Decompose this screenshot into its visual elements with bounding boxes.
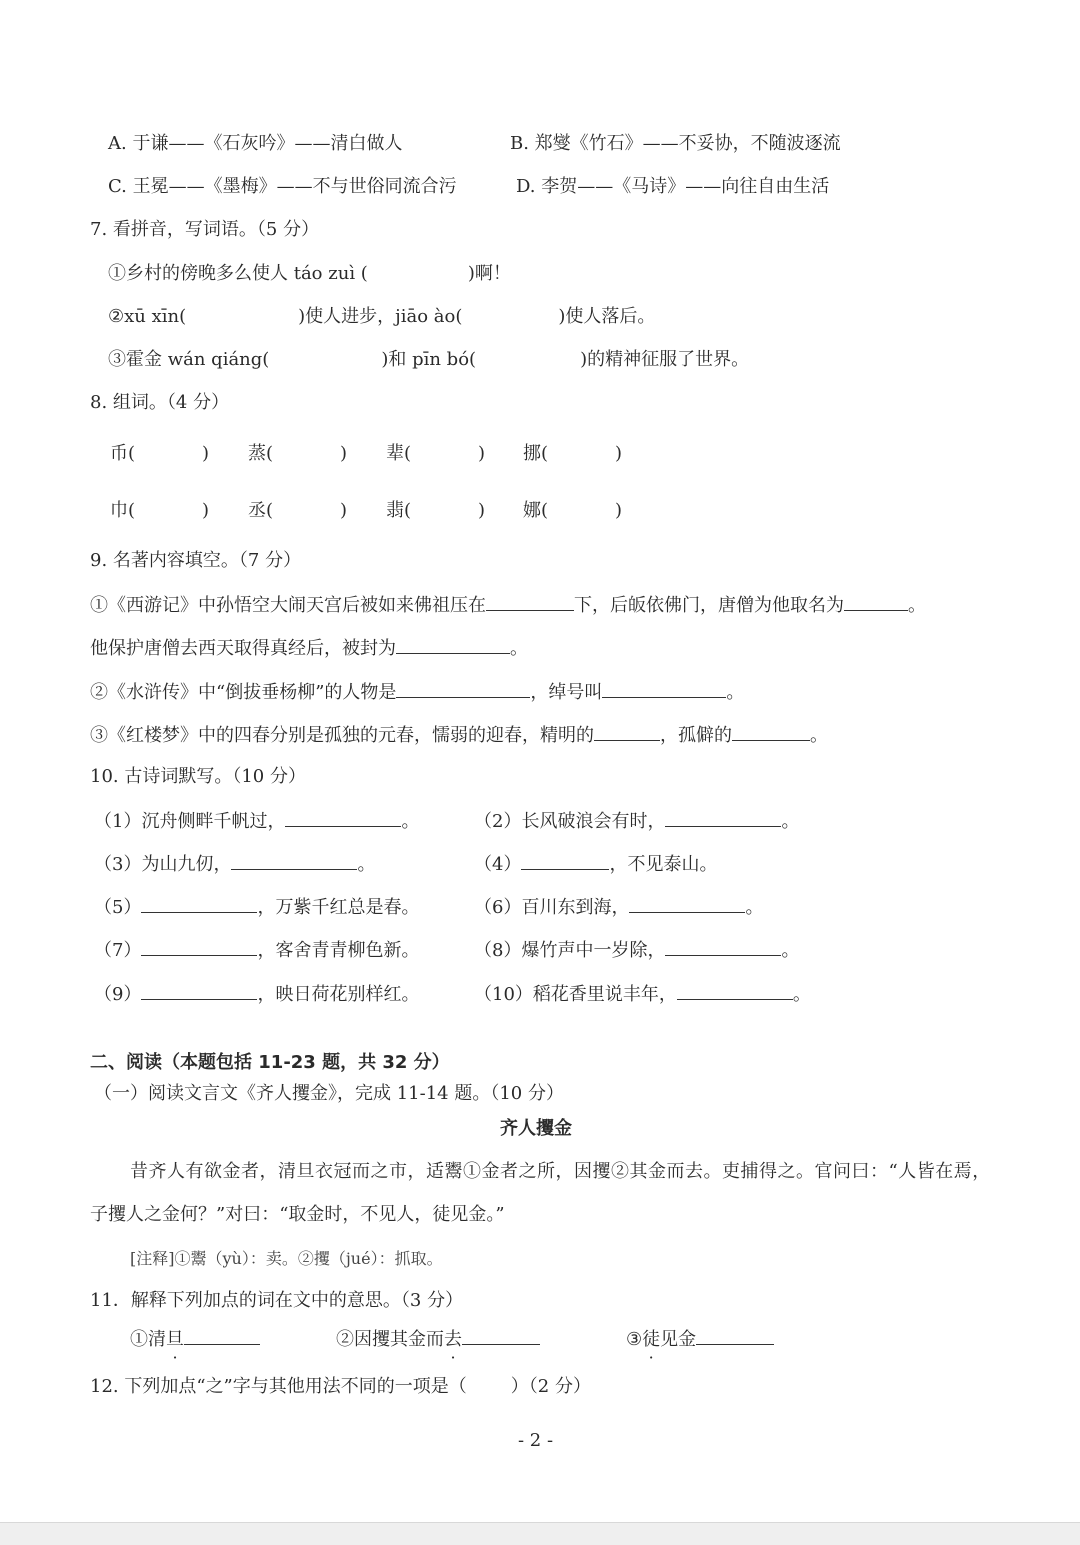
q10-i6-text: （6）百川东到海， <box>474 897 630 918</box>
q10-item-9 <box>94 981 419 1007</box>
passage-note: [注释]①鬻（yù）：卖。②攫（jué）：抓取。 <box>130 1249 443 1268</box>
q7-s2-text-a: ②xū xīn( <box>108 306 187 327</box>
q10-item-5 <box>94 894 419 920</box>
q11-item-b <box>336 1326 540 1352</box>
q11-item-c <box>626 1326 774 1352</box>
q7-s2-text-c: )使人落后。 <box>558 306 656 327</box>
q8-close: ) <box>478 443 486 464</box>
q8-close: ) <box>478 500 486 521</box>
q9-l1-text-a: ①《西游记》中孙悟空大闹天宫后被如来佛祖压在 <box>90 595 486 616</box>
q10-item-10 <box>474 981 811 1007</box>
q11-title: 11．解释下列加点的词在文中的意思。（3 分） <box>90 1290 464 1311</box>
q10-blank-9[interactable] <box>141 981 257 1000</box>
q8-item-8: 娜( <box>523 500 549 521</box>
q7-sentence-1 <box>108 262 511 286</box>
q10-blank-6[interactable] <box>629 894 745 913</box>
q10-end: 。 <box>357 854 376 875</box>
q9-l2-text-a: 他保护唐僧去西天取得真经后，被封为 <box>90 638 396 659</box>
q10-item-8 <box>474 937 799 963</box>
q6-option-a: A. 于谦——《石灰吟》——清白做人 <box>108 133 403 154</box>
q8-item-7: 翡( <box>386 500 412 521</box>
q10-i9-text-a: （9） <box>94 984 142 1005</box>
q9-blank-3[interactable] <box>396 635 510 654</box>
q10-end: 。 <box>792 984 811 1005</box>
q7-s1-text-b: )啊！ <box>467 263 511 284</box>
q10-i5-text-b: ，万紫千红总是春。 <box>257 897 420 918</box>
q8-item-5: 巾( <box>110 500 136 521</box>
q10-end: 。 <box>781 940 800 961</box>
q10-i3-text: （3）为山九仞， <box>94 854 232 875</box>
q7-s3-text-a: ③霍金 wán qiáng( <box>108 349 270 370</box>
q10-i8-text: （8）爆竹声中一岁除， <box>474 940 666 961</box>
q10-blank-1[interactable] <box>285 808 401 827</box>
q10-i5-text-a: （5） <box>94 897 142 918</box>
q10-i10-text: （10）稻花香里说丰年， <box>474 984 677 1005</box>
section-2-title: 二、阅读（本题包括 11-23 题，共 32 分） <box>90 1052 450 1073</box>
q11-blank-c[interactable] <box>696 1326 774 1345</box>
page-number: - 2 - <box>518 1430 554 1451</box>
q10-blank-7[interactable] <box>141 937 257 956</box>
q9-blank-4[interactable] <box>396 679 530 698</box>
q10-blank-8[interactable] <box>665 937 781 956</box>
section-2-subtitle: （一）阅读文言文《齐人攫金》，完成 11-14 题。（10 分） <box>94 1083 564 1104</box>
q11-a-dotted-char: 旦 <box>166 1329 184 1350</box>
q9-l4-text-c: 。 <box>810 725 828 746</box>
q11-blank-b[interactable] <box>462 1326 540 1345</box>
q9-blank-6[interactable] <box>594 722 660 741</box>
q9-l3-text-c: 。 <box>726 682 745 703</box>
q7-sentence-2 <box>108 305 655 329</box>
q10-item-1 <box>94 808 419 834</box>
q9-line-3 <box>90 679 744 705</box>
q12-line <box>90 1375 591 1399</box>
q11-blank-a[interactable] <box>184 1326 260 1345</box>
q9-line-4 <box>90 722 828 748</box>
q10-blank-4[interactable] <box>521 851 609 870</box>
q7-s1-text-a: ①乡村的傍晚多么使人 táo zuì ( <box>108 263 368 284</box>
q7-title: 7. 看拼音，写词语。（5 分） <box>90 219 320 240</box>
q10-item-3 <box>94 851 375 877</box>
q9-l2-text-b: 。 <box>510 638 528 659</box>
q7-s2-text-b: )使人进步，jiāo ào( <box>298 306 463 327</box>
q8-item-3: 辈( <box>386 443 412 464</box>
q10-item-4 <box>474 851 717 877</box>
q10-i2-text: （2）长风破浪会有时， <box>474 811 666 832</box>
q10-i4-text-b: ，不见泰山。 <box>609 854 718 875</box>
q8-item-1: 币( <box>110 443 136 464</box>
q7-s3-text-c: )的精神征服了世界。 <box>580 349 750 370</box>
q11-b-dotted-char: 去 <box>444 1329 462 1350</box>
q9-l3-text-b: ，绰号叫 <box>530 682 603 703</box>
q10-end: 。 <box>781 811 800 832</box>
q10-i1-text: （1）沉舟侧畔千帆过， <box>94 811 286 832</box>
q6-option-b: B. 郑燮《竹石》——不妥协，不随波逐流 <box>510 133 841 154</box>
q9-line-2 <box>90 635 528 661</box>
q9-line-1 <box>90 592 926 618</box>
passage-line-1: 昔齐人有欲金者，清旦衣冠而之市，适鬻①金者之所，因攫②其金而去。吏捕得之。官问曰：“人皆在焉， <box>130 1161 991 1182</box>
q10-i9-text-b: ，映日荷花别样红。 <box>257 984 420 1005</box>
q9-blank-2[interactable] <box>844 592 908 611</box>
q8-close: ) <box>202 443 210 464</box>
q9-blank-1[interactable] <box>486 592 574 611</box>
q8-close: ) <box>202 500 210 521</box>
q9-l1-text-b: 下，后皈依佛门，唐僧为他取名为 <box>574 595 844 616</box>
q12-tail: ）（2 分） <box>510 1376 591 1397</box>
q8-item-2: 蒸( <box>248 443 274 464</box>
q7-sentence-3 <box>108 348 749 372</box>
q9-blank-5[interactable] <box>602 679 726 698</box>
q8-item-4: 挪( <box>523 443 549 464</box>
passage-line-2: 子攫人之金何？”对曰：“取金时，不见人，徒见金。” <box>90 1204 505 1225</box>
q8-close: ) <box>340 500 348 521</box>
q7-s3-text-b: )和 pīn bó( <box>381 349 477 370</box>
q10-i7-text-b: ，客舍青青柳色新。 <box>257 940 420 961</box>
page-bottom-edge <box>0 1522 1080 1545</box>
passage-title: 齐人攫金 <box>500 1118 572 1139</box>
q10-item-7 <box>94 937 419 963</box>
q11-c-suffix: 见金 <box>660 1329 697 1350</box>
q8-close: ) <box>615 443 623 464</box>
q11-b-prefix: ②因攫其金而 <box>336 1329 444 1350</box>
q10-title: 10. 古诗词默写。（10 分） <box>90 766 306 787</box>
q11-c-prefix: ③ <box>626 1329 643 1350</box>
q9-blank-7[interactable] <box>732 722 810 741</box>
q10-item-2 <box>474 808 799 834</box>
q9-title: 9. 名著内容填空。（7 分） <box>90 550 302 571</box>
q8-close: ) <box>615 500 623 521</box>
q9-l3-text-a: ②《水浒传》中“倒拔垂杨柳”的人物是 <box>90 682 397 703</box>
q9-l4-text-b: ，孤僻的 <box>660 725 732 746</box>
q8-title: 8. 组词。（4 分） <box>90 392 230 413</box>
q10-item-6 <box>474 894 763 920</box>
q10-blank-3[interactable] <box>231 851 357 870</box>
q10-blank-10[interactable] <box>677 981 793 1000</box>
q9-l1-text-c: 。 <box>908 595 926 616</box>
q10-i7-text-a: （7） <box>94 940 142 961</box>
q11-a-prefix: ①清 <box>130 1329 166 1350</box>
q10-blank-5[interactable] <box>141 894 257 913</box>
q10-end: 。 <box>401 811 420 832</box>
q10-blank-2[interactable] <box>665 808 781 827</box>
q12-title: 12. 下列加点“之”字与其他用法不同的一项是（ <box>90 1376 467 1397</box>
q6-option-c: C. 王冕——《墨梅》——不与世俗同流合污 <box>108 176 457 197</box>
q6-option-d: D. 李贺——《马诗》——向往自由生活 <box>516 176 830 197</box>
q8-item-6: 丞( <box>248 500 274 521</box>
q10-i4-text-a: （4） <box>474 854 522 875</box>
q11-item-a <box>130 1326 260 1352</box>
q11-c-dotted-char: 徒 <box>642 1329 661 1350</box>
q10-end: 。 <box>745 897 764 918</box>
q9-l4-text-a: ③《红楼梦》中的四春分别是孤独的元春，懦弱的迎春，精明的 <box>90 725 594 746</box>
q8-close: ) <box>340 443 348 464</box>
